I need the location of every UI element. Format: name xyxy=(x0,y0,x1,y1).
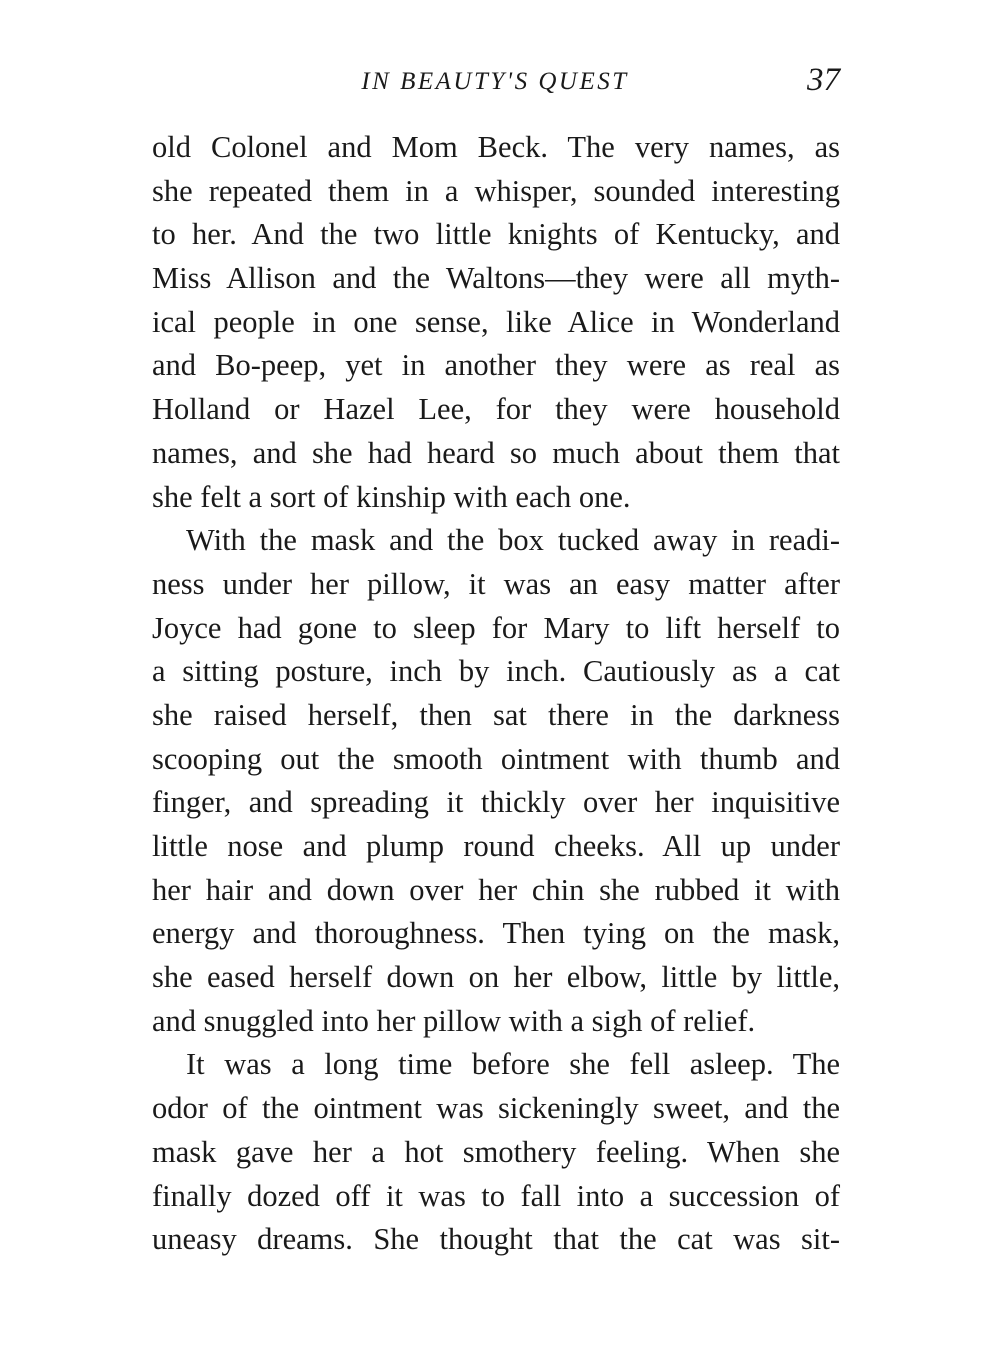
text-line: she felt a sort of kinship with each one. xyxy=(152,479,631,514)
text-line: finally dozed off it was to fall into a succession of xyxy=(152,1178,840,1213)
text-line: and Bo-peep, yet in another they were as real as xyxy=(152,348,840,383)
text-line: her hair and down over her chin she rubbed it with xyxy=(152,872,840,907)
text-line: old Colonel and Mom Beck. The very names, as xyxy=(152,130,840,164)
text-line: to her. And the two little knights of Kentucky, and xyxy=(152,217,840,252)
text-line: and snuggled into her pillow with a sigh of relief. xyxy=(152,1003,756,1038)
paragraph-3 xyxy=(152,1043,840,1261)
text-line: odor of the ointment was sickeningly sweet, and the xyxy=(152,1091,840,1126)
text-line: mask gave her a hot smothery feeling. When she xyxy=(152,1134,840,1169)
paragraph-2 xyxy=(152,519,840,1043)
running-head xyxy=(150,62,840,106)
text-line: finger, and spreading it thickly over her inquisitive xyxy=(152,785,840,820)
text-line: With the mask and the box tucked away in readi- xyxy=(186,523,840,558)
text-line: energy and thoroughness. Then tying on the mask, xyxy=(152,916,840,951)
text-line: uneasy dreams. She thought that the cat was sit- xyxy=(152,1222,840,1257)
text-line: a sitting posture, inch by inch. Cautiously as a cat xyxy=(152,654,840,689)
paragraph-1 xyxy=(152,126,840,519)
text-line: she eased herself down on her elbow, little by little, xyxy=(152,960,840,995)
running-title: IN BEAUTY'S QUEST xyxy=(361,68,629,95)
text-line: ness under her pillow, it was an easy matter after xyxy=(152,566,840,601)
text-line: Miss Allison and the Waltons—they were all myth- xyxy=(152,261,840,296)
text-line: It was a long time before she fell asleep. The xyxy=(186,1047,840,1082)
text-line: little nose and plump round cheeks. All up under xyxy=(152,829,840,863)
text-line: names, and she had heard so much about them that xyxy=(152,435,840,470)
page-number: 37 xyxy=(807,62,840,98)
text-line: scooping out the smooth ointment with thumb and xyxy=(152,741,840,776)
text-line: she repeated them in a whisper, sounded interesting xyxy=(152,173,840,208)
text-line: ical people in one sense, like Alice in Wonderland xyxy=(152,304,840,339)
text-line: she raised herself, then sat there in the darkness xyxy=(152,697,840,732)
text-line: Holland or Hazel Lee, for they were household xyxy=(152,392,840,427)
body-text xyxy=(152,126,840,1262)
text-line: Joyce had gone to sleep for Mary to lift herself to xyxy=(152,610,840,645)
